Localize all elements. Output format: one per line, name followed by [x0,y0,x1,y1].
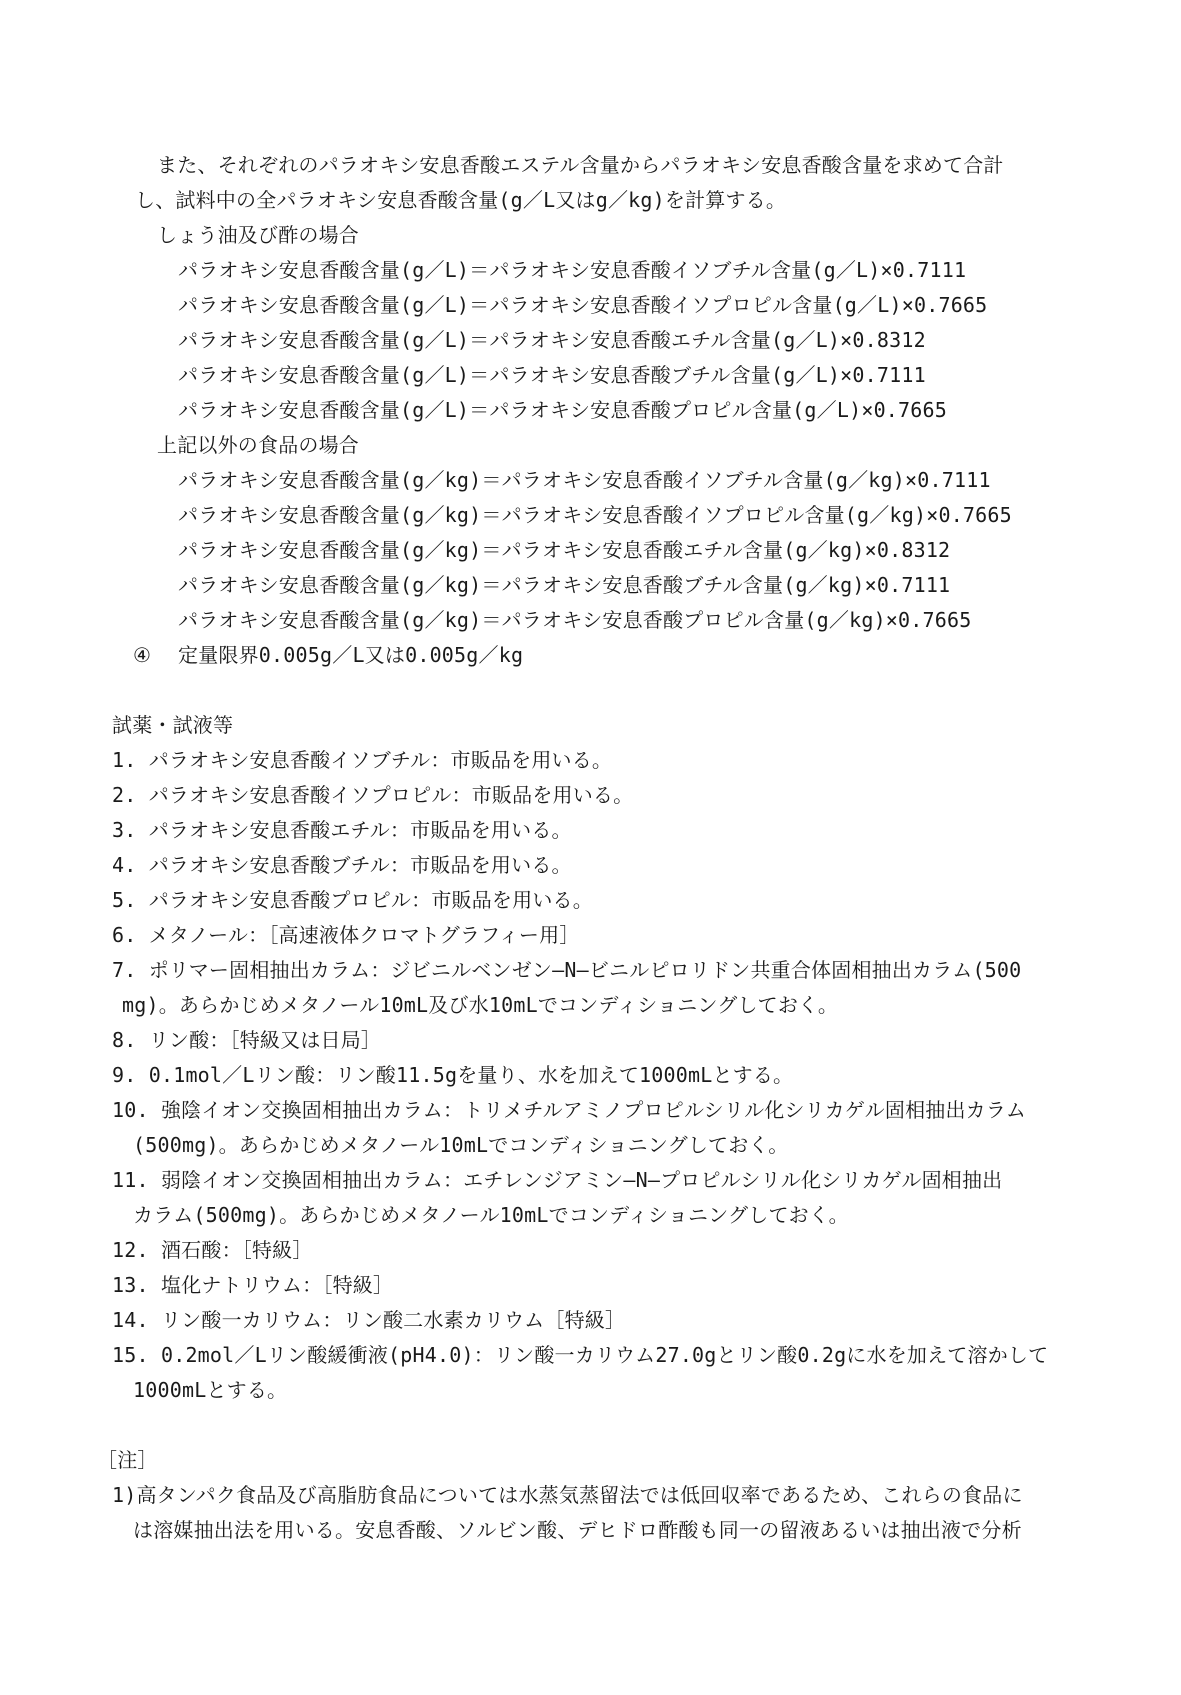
other-formula-4: パラオキシ安息香酸含量(g／kg)＝パラオキシ安息香酸ブチル含量(g／kg)×0.7111 [178,573,951,597]
reagent-line: カラム(500mg)。あらかじめメタノール10mLでコンディショニングしておく。 [133,1203,849,1227]
reagent-line: 3. パラオキシ安息香酸エチル：市販品を用いる。 [112,818,572,842]
reagent-line: 1. パラオキシ安息香酸イソブチル：市販品を用いる。 [112,748,613,772]
other-formula-1: パラオキシ安息香酸含量(g／kg)＝パラオキシ安息香酸イソブチル含量(g／kg)×0.7111 [178,468,991,492]
reagent-line: 14. リン酸一カリウム：リン酸二水素カリウム［特級］ [112,1308,626,1332]
soy-vinegar-heading: しょう油及び酢の場合 [157,223,359,247]
note-line-1: 1)高タンパク食品及び高脂肪食品については水蒸気蒸留法では低回収率であるため、これらの食品に [112,1483,1023,1507]
reagent-line: 2. パラオキシ安息香酸イソプロピル：市販品を用いる。 [112,783,634,807]
limit-text: 定量限界0.005g／L又は0.005g／kg [178,643,524,667]
soy-formula-1: パラオキシ安息香酸含量(g／L)＝パラオキシ安息香酸イソブチル含量(g／L)×0.7111 [178,258,967,282]
soy-formula-3: パラオキシ安息香酸含量(g／L)＝パラオキシ安息香酸エチル含量(g／L)×0.8312 [178,328,926,352]
intro-line-1: また、それぞれのパラオキシ安息香酸エステル含量からパラオキシ安息香酸含量を求めて合計 [157,153,1004,177]
reagent-line: 4. パラオキシ安息香酸ブチル：市販品を用いる。 [112,853,572,877]
reagent-line: 1000mLとする。 [133,1378,288,1402]
soy-formula-2: パラオキシ安息香酸含量(g／L)＝パラオキシ安息香酸イソプロピル含量(g／L)×0.7665 [178,293,988,317]
other-formula-5: パラオキシ安息香酸含量(g／kg)＝パラオキシ安息香酸プロピル含量(g／kg)×0.7665 [178,608,972,632]
intro-line-2: し、試料中の全パラオキシ安息香酸含量(g／L又はg／kg)を計算する。 [135,188,787,212]
reagent-line: 8. リン酸：［特級又は日局］ [112,1028,382,1052]
reagents-heading: 試薬・試液等 [112,713,234,737]
soy-formula-5: パラオキシ安息香酸含量(g／L)＝パラオキシ安息香酸プロピル含量(g／L)×0.7665 [178,398,948,422]
soy-formula-4: パラオキシ安息香酸含量(g／L)＝パラオキシ安息香酸ブチル含量(g／L)×0.7111 [178,363,926,387]
other-formula-3: パラオキシ安息香酸含量(g／kg)＝パラオキシ安息香酸エチル含量(g／kg)×0.8312 [178,538,951,562]
reagent-line: 15. 0.2mol／Lリン酸緩衝液(pH4.0)：リン酸一カリウム27.0gとリン酸0.2gに水を加えて溶かして [112,1343,1049,1367]
other-foods-heading: 上記以外の食品の場合 [157,433,359,457]
reagent-line: 11. 弱陰イオン交換固相抽出カラム：エチレンジアミン—N—プロピルシリル化シリカゲル固相抽出 [112,1168,1003,1192]
notes-heading: ［注］ [97,1448,158,1472]
note-line-2: は溶媒抽出法を用いる。安息香酸、ソルビン酸、デヒドロ酢酸も同一の留液あるいは抽出液で分析 [133,1518,1022,1542]
reagent-line: 6. メタノール：［高速液体クロマトグラフィー用］ [112,923,580,947]
reagent-line: 12. 酒石酸：［特級］ [112,1238,313,1262]
reagent-line: 7. ポリマー固相抽出カラム：ジビニルベンゼン—N—ビニルピロリドン共重合体固相抽出カラム(500 [112,958,1022,982]
limit-marker: ④ [133,643,152,667]
reagent-line: 9. 0.1mol／Lリン酸：リン酸11.5gを量り、水を加えて1000mLとする。 [112,1063,794,1087]
reagent-line: 5. パラオキシ安息香酸プロピル：市販品を用いる。 [112,888,593,912]
other-formula-2: パラオキシ安息香酸含量(g／kg)＝パラオキシ安息香酸イソプロピル含量(g／kg)×0.7665 [178,503,1012,527]
reagent-line: (500mg)。あらかじめメタノール10mLでコンディショニングしておく。 [133,1133,789,1157]
reagent-line: 10. 強陰イオン交換固相抽出カラム：トリメチルアミノプロピルシリル化シリカゲル固相抽出カラム [112,1098,1027,1122]
reagent-line: 13. 塩化ナトリウム：［特級］ [112,1273,394,1297]
reagent-line: mg)。あらかじめメタノール10mL及び水10mLでコンディショニングしておく。 [122,993,839,1017]
